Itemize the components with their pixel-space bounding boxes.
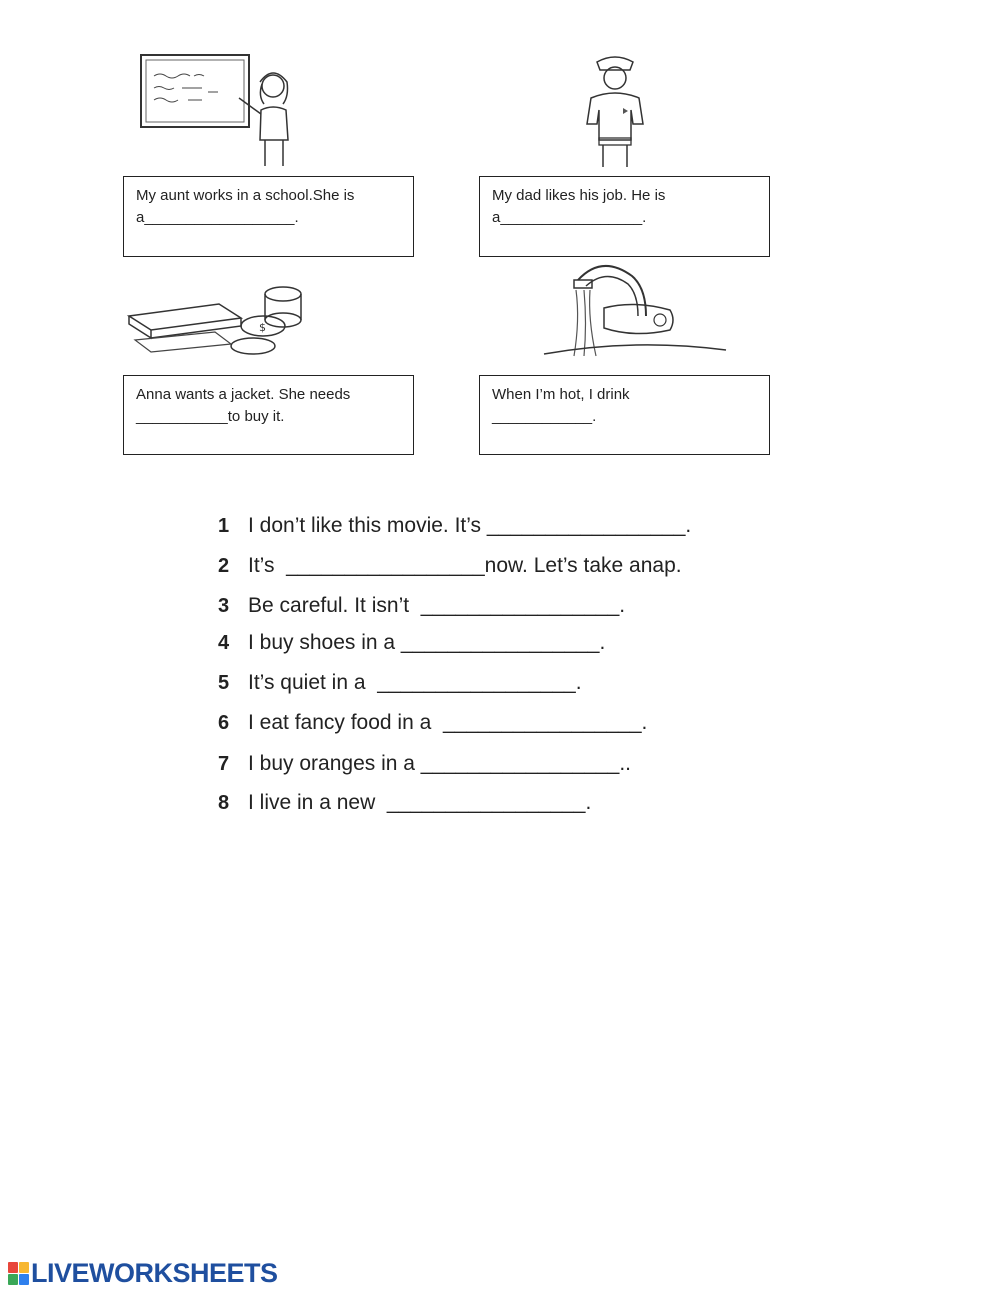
sentence-number: 7 [218,752,230,775]
water-sentence-box [479,375,770,455]
teacher-sentence-line-1: My aunt works in a school.She is [136,187,355,204]
logo-blocks-icon [8,1262,29,1285]
sentence-item [218,509,691,543]
sentence-number: 4 [218,631,230,654]
police-officer-illustration [575,52,655,170]
water-sentence-line-2[interactable]: ____________. [492,408,597,425]
sentence-item [218,786,591,820]
police-sentence-box [479,176,770,257]
water-tap-illustration [540,256,730,364]
money-picture [125,282,320,362]
sentence-number: 3 [218,594,230,617]
sentence-number: 1 [218,514,230,537]
sentence-item [218,589,625,623]
money-sentence-line-2[interactable]: ___________to buy it. [136,408,285,425]
brand-name: LIVEWORKSHEETS [31,1258,278,1288]
police-picture [575,52,655,170]
sentence-text[interactable]: I buy oranges in a _________________.. [248,752,631,775]
sentence-number: 5 [218,671,230,694]
sentence-text[interactable]: I eat fancy food in a _________________. [248,711,648,734]
teacher-sentence-box [123,176,414,257]
teacher-picture [138,52,303,170]
sentence-item [218,626,605,660]
money-sentence-box [123,375,414,455]
sentence-text[interactable]: I don’t like this movie. It’s _________________. [248,514,692,537]
water-picture [540,256,730,364]
teacher-illustration [138,52,303,170]
police-sentence-line-2[interactable]: a_________________. [492,209,647,226]
sentence-item [218,747,631,781]
money-sentence-line-1: Anna wants a jacket. She needs [136,386,351,403]
sentence-text[interactable]: It’s quiet in a _________________. [248,671,582,694]
sentence-item [218,706,647,740]
sentence-number: 8 [218,791,230,814]
police-sentence-line-1: My dad likes his job. He is [492,187,666,204]
sentence-text[interactable]: I live in a new _________________. [248,791,592,814]
sentence-text[interactable]: It’s _________________now. Let’s take anap. [248,554,682,577]
sentence-item [218,549,682,583]
sentence-number: 6 [218,711,230,734]
money-illustration [125,282,320,362]
sentence-number: 2 [218,554,230,577]
sentence-item [218,666,582,700]
teacher-sentence-line-2[interactable]: a__________________. [136,209,299,226]
dollar-sign: $ [259,321,266,334]
sentence-text[interactable]: Be careful. It isn’t _________________. [248,594,626,617]
sentence-text[interactable]: I buy shoes in a _________________. [248,631,606,654]
water-sentence-line-1: When I’m hot, I drink [492,386,630,403]
liveworksheets-logo[interactable] [8,1258,278,1289]
